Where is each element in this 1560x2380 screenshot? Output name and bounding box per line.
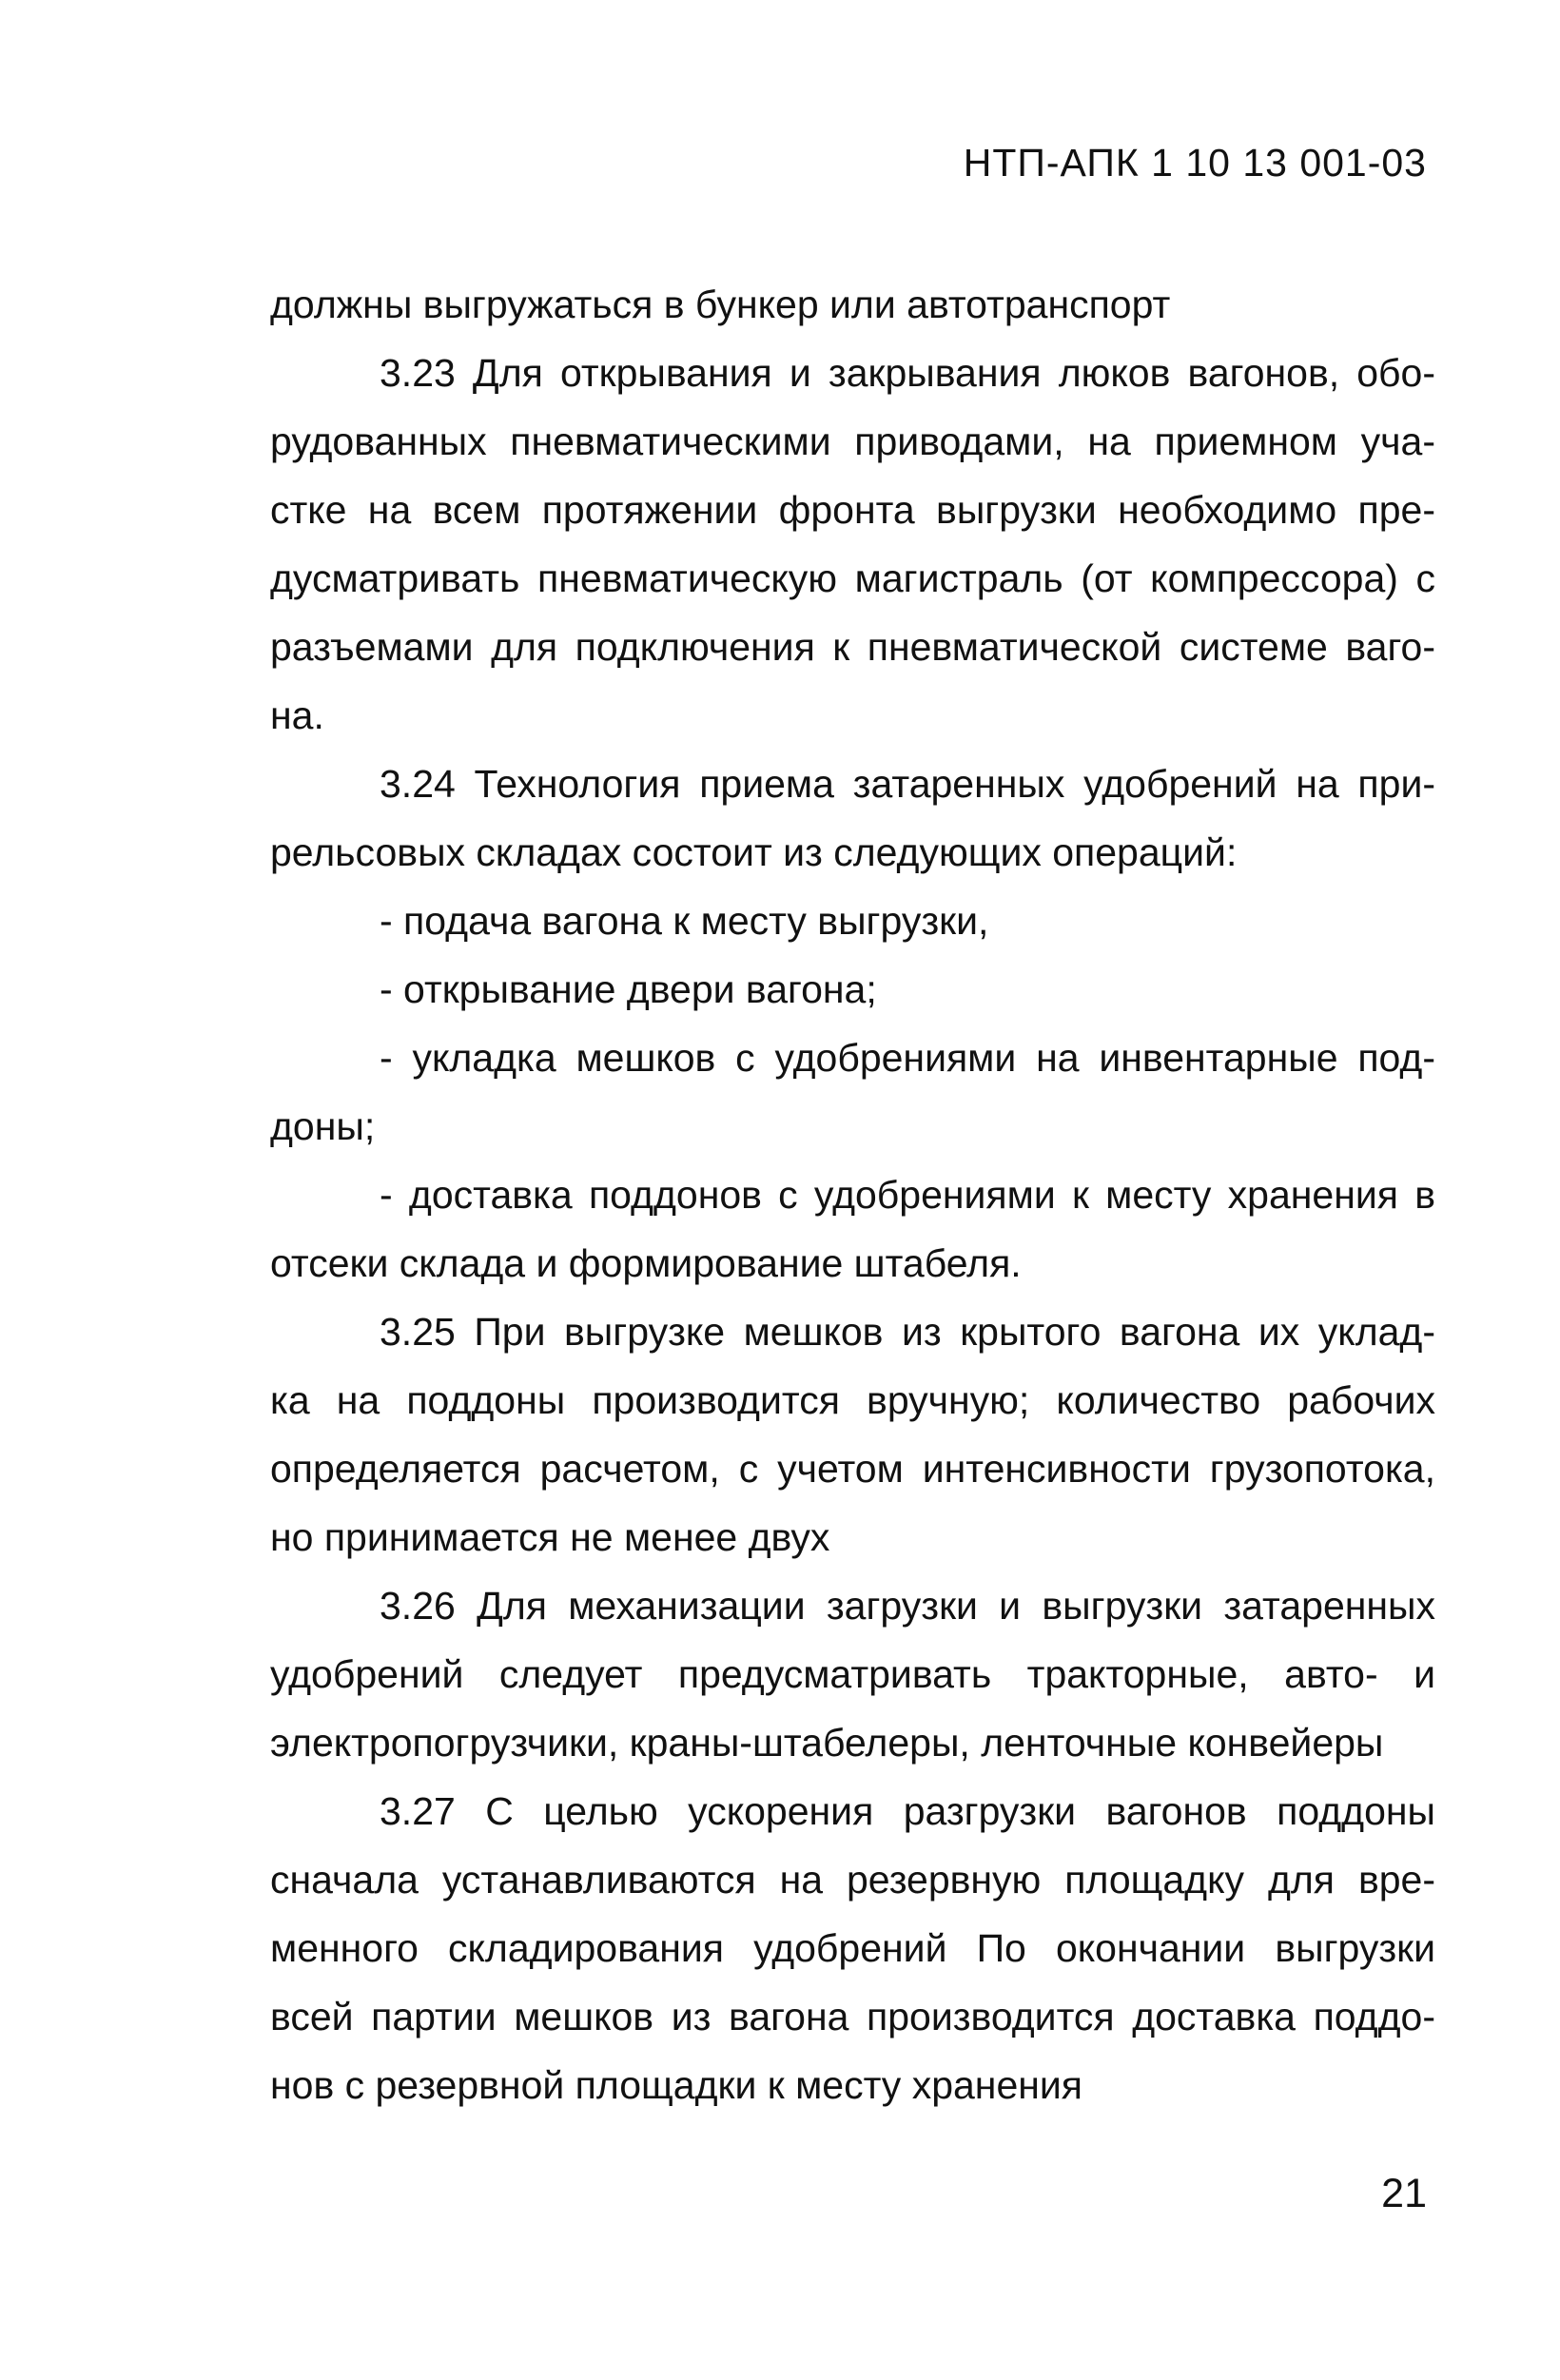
list-item: - доставка поддонов с удобрениями к месту хранения в	[380, 1173, 1435, 1217]
text-line: всей партии мешков из вагона производится доставка поддо-	[270, 1995, 1435, 2039]
paragraph-3-25-line: 3.25 При выгрузке мешков из крытого вагона их уклад-	[380, 1310, 1435, 1354]
text-line: отсеки склада и формирование штабеля.	[270, 1241, 1022, 1285]
text-line: удобрений следует предусматривать тракторные, авто- и	[270, 1652, 1435, 1696]
text-line: электропогрузчики, краны-штабелеры, ленточные конвейеры	[270, 1721, 1384, 1765]
text-line: но принимается не менее двух	[270, 1515, 830, 1559]
text-line: должны выгружаться в бункер или автотранспорт	[270, 283, 1171, 326]
document-code-header: НТП-АПК 1 10 13 001-03	[963, 141, 1427, 185]
text-line: дусматривать пневматическую магистраль (от компрессора) с	[270, 556, 1435, 600]
text-line: доны;	[270, 1104, 376, 1148]
text-line: разъемами для подключения к пневматической системе ваго-	[270, 625, 1435, 669]
text-line: нов с резервной площадки к месту хранения	[270, 2063, 1082, 2107]
text-line: ка на поддоны производится вручную; количество рабочих	[270, 1378, 1435, 1422]
text-line: стке на всем протяжении фронта выгрузки необходимо пре-	[270, 488, 1435, 532]
list-item: - укладка мешков с удобрениями на инвентарные под-	[380, 1036, 1435, 1080]
text-line: сначала устанавливаются на резервную площадку для вре-	[270, 1858, 1435, 1902]
text-line: на.	[270, 693, 324, 737]
page-number: 21	[1381, 2171, 1427, 2216]
text-line: менного складирования удобрений По окончании выгрузки	[270, 1926, 1435, 1970]
list-item: - подача вагона к месту выгрузки,	[380, 899, 989, 943]
paragraph-3-24-line: 3.24 Технология приема затаренных удобрений на при-	[380, 762, 1435, 806]
paragraph-3-27-line: 3.27 С целью ускорения разгрузки вагонов поддоны	[380, 1789, 1435, 1833]
paragraph-3-23-line: 3.23 Для открывания и закрывания люков вагонов, обо-	[380, 351, 1435, 395]
paragraph-3-26-line: 3.26 Для механизации загрузки и выгрузки затаренных	[380, 1584, 1435, 1628]
text-line: рудованных пневматическими приводами, на приемном уча-	[270, 419, 1435, 463]
body-text	[270, 270, 1435, 2119]
list-item: - открывание двери вагона;	[380, 967, 877, 1011]
text-line: определяется расчетом, с учетом интенсивности грузопотока,	[270, 1447, 1435, 1491]
text-line: рельсовых складах состоит из следующих операций:	[270, 830, 1238, 874]
